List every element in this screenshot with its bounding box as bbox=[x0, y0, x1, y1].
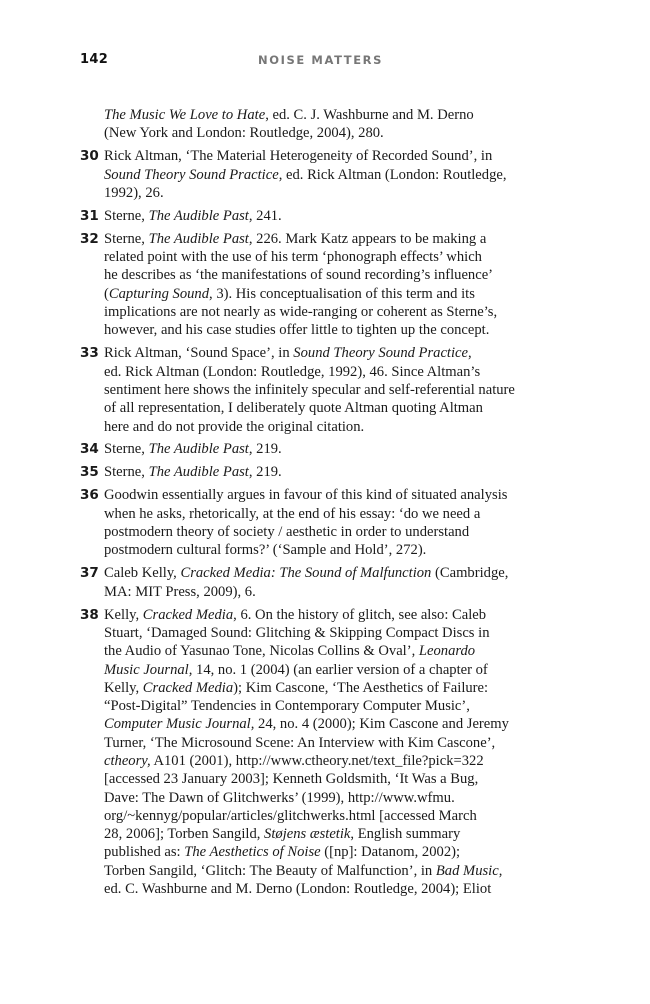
note-text: however, and his case studies offer little to tighten up the concept. bbox=[104, 322, 490, 339]
italic-title-text: Cracked Media bbox=[142, 606, 234, 623]
endnote-line bbox=[104, 642, 558, 660]
note-text: ); Kim Cascone, ‘The Aesthetics of Failure: bbox=[233, 679, 489, 696]
note-text: ([np]: Datanom, 2002); bbox=[320, 844, 461, 861]
italic-title-text: Bad Music bbox=[435, 862, 499, 879]
note-text: , ed. Rick Altman (London: Routledge, bbox=[278, 166, 507, 183]
note-text: Kelly, bbox=[104, 606, 143, 623]
italic-title-text: Leonardo bbox=[418, 643, 476, 660]
note-text: 1992), 26. bbox=[104, 184, 164, 201]
italic-title-text: The Music We Love to Hate bbox=[104, 107, 266, 123]
note-text: (New York and London: Routledge, 2004), 280. bbox=[104, 125, 384, 142]
note-text: , 219. bbox=[248, 441, 282, 458]
note-text: of all representation, I deliberately quote Altman quoting Altman bbox=[104, 400, 483, 417]
endnote bbox=[80, 606, 558, 899]
note-text: ed. C. Washburne and M. Derno (London: Routledge, 2004); Eliot bbox=[104, 881, 492, 898]
endnotes-list bbox=[80, 106, 558, 903]
italic-title-text: The Audible Past bbox=[148, 441, 249, 458]
endnote-line bbox=[104, 541, 558, 559]
note-text: sentiment here shows the infinitely specular and self-referential nature bbox=[104, 381, 515, 398]
italic-title-text: The Audible Past bbox=[148, 464, 249, 481]
endnote-line bbox=[104, 381, 558, 399]
endnote-line bbox=[104, 661, 558, 679]
italic-title-text: Cracked Media: The Sound of Malfunction bbox=[180, 565, 432, 582]
endnote-line bbox=[104, 862, 558, 880]
endnote-number: 33 bbox=[80, 345, 99, 362]
endnote bbox=[80, 463, 558, 481]
italic-title-text: The Aesthetics of Noise bbox=[184, 844, 321, 861]
endnote-line bbox=[104, 266, 558, 284]
note-text: (Cambridge, bbox=[431, 565, 509, 582]
note-text: Sterne, bbox=[104, 230, 149, 247]
endnote-line bbox=[104, 880, 558, 898]
italic-title-text: Sound Theory Sound Practice bbox=[293, 345, 468, 362]
endnote-line bbox=[104, 523, 558, 541]
note-text: Sterne, bbox=[104, 207, 149, 224]
endnote-line bbox=[104, 564, 558, 582]
endnote-number: 31 bbox=[80, 207, 99, 224]
note-text: , 226. Mark Katz appears to be making a bbox=[248, 230, 487, 247]
endnote-line bbox=[104, 734, 558, 752]
endnote-number: 32 bbox=[80, 230, 99, 247]
note-text: Rick Altman, ‘Sound Space’, in bbox=[104, 345, 294, 362]
italic-title-text: ctheory, bbox=[104, 752, 151, 769]
endnote-number: 38 bbox=[80, 606, 99, 623]
note-text: , 3). His conceptualisation of this term and its bbox=[209, 285, 475, 302]
endnote-line bbox=[104, 606, 558, 624]
endnote-line bbox=[104, 285, 558, 303]
endnote bbox=[80, 106, 558, 143]
running-head: NOISE MATTERS bbox=[258, 53, 384, 67]
note-text: [accessed 23 January 2003]; Kenneth Goldsmith, ‘It Was a Bug, bbox=[104, 771, 479, 788]
note-text: , ed. C. J. Washburne and M. Derno bbox=[265, 107, 474, 123]
endnote bbox=[80, 147, 558, 202]
note-text: , 219. bbox=[248, 464, 282, 481]
note-text: he describes as ‘the manifestations of sound recording’s influence’ bbox=[104, 267, 494, 284]
endnote-line bbox=[104, 486, 558, 504]
italic-title-text: Music Journal, bbox=[104, 661, 193, 678]
note-text: Sterne, bbox=[104, 464, 149, 481]
endnote-line bbox=[104, 825, 558, 843]
note-text: MA: MIT Press, 2009), 6. bbox=[104, 583, 256, 600]
endnote bbox=[80, 344, 558, 435]
endnote-line bbox=[104, 789, 558, 807]
note-text: , English summary bbox=[350, 826, 461, 843]
endnote-number: 34 bbox=[80, 441, 99, 458]
note-text: published as: bbox=[104, 844, 185, 861]
endnote-line bbox=[104, 230, 558, 248]
note-text: implications are not nearly as wide-ranging or coherent as Sterne’s, bbox=[104, 304, 498, 321]
endnote-line bbox=[104, 166, 558, 184]
endnote bbox=[80, 486, 558, 559]
note-text: Rick Altman, ‘The Material Heterogeneity of Recorded Sound’, in bbox=[104, 148, 493, 165]
note-text: ed. Rick Altman (London: Routledge, 1992), 46. Since Altman’s bbox=[104, 363, 481, 380]
note-text: Kelly, bbox=[104, 679, 143, 696]
endnote-number: 36 bbox=[80, 487, 99, 504]
note-text: Torben Sangild, ‘Glitch: The Beauty of Malfunction’, in bbox=[104, 862, 436, 879]
endnote-line bbox=[104, 440, 558, 458]
endnote-line bbox=[104, 399, 558, 417]
note-text: 14, no. 1 (2004) (an earlier version of a chapter of bbox=[192, 661, 488, 678]
endnote-line bbox=[104, 624, 558, 642]
note-text: “Post-Digital” Tendencies in Contemporary Computer Music’, bbox=[104, 698, 470, 715]
note-text: Dave: The Dawn of Glitchwerks’ (1999), http://www.wfmu. bbox=[104, 789, 455, 806]
endnote-line bbox=[104, 418, 558, 436]
endnote-line bbox=[104, 363, 558, 381]
note-text: here and do not provide the original citation. bbox=[104, 418, 365, 435]
note-text: 28, 2006]; Torben Sangild, bbox=[104, 826, 265, 843]
note-text: , bbox=[498, 862, 503, 879]
italic-title-text: Støjens æstetik bbox=[264, 826, 351, 843]
note-text: Goodwin essentially argues in favour of this kind of situated analysis bbox=[104, 487, 508, 504]
endnote-line bbox=[104, 321, 558, 339]
note-text: related point with the use of his term ‘phonograph effects’ which bbox=[104, 249, 482, 266]
note-text: , 241. bbox=[248, 207, 282, 224]
endnote bbox=[80, 440, 558, 458]
italic-title-text: Computer Music Journal, bbox=[104, 716, 255, 733]
endnote bbox=[80, 230, 558, 340]
endnote-number: 30 bbox=[80, 148, 99, 165]
note-text: , 6. On the history of glitch, see also: Caleb bbox=[233, 606, 487, 623]
note-text: , bbox=[468, 345, 472, 362]
endnote-line bbox=[104, 124, 558, 142]
endnote-line bbox=[104, 752, 558, 770]
italic-title-text: Cracked Media bbox=[142, 679, 234, 696]
endnote-line bbox=[104, 207, 558, 225]
italic-title-text: Capturing Sound bbox=[108, 285, 210, 302]
italic-title-text: The Audible Past bbox=[148, 230, 249, 247]
note-text: Stuart, ‘Damaged Sound: Glitching & Skipping Compact Discs in bbox=[104, 624, 490, 641]
endnote-line bbox=[104, 463, 558, 481]
endnote bbox=[80, 564, 558, 601]
note-text: A101 (2001), http://www.ctheory.net/text_file?pick=322 bbox=[150, 752, 484, 769]
endnote-line bbox=[104, 106, 558, 124]
note-text: Turner, ‘The Microsound Scene: An Interview with Kim Cascone’, bbox=[104, 734, 496, 751]
note-text: Caleb Kelly, bbox=[104, 565, 181, 582]
note-text: 24, no. 4 (2000); Kim Cascone and Jeremy bbox=[254, 716, 509, 733]
endnote-line bbox=[104, 770, 558, 788]
endnote-line bbox=[104, 303, 558, 321]
note-text: ( bbox=[104, 285, 109, 302]
endnote-line bbox=[104, 697, 558, 715]
endnote bbox=[80, 207, 558, 225]
endnote-number: 37 bbox=[80, 565, 99, 582]
endnote-line bbox=[104, 147, 558, 165]
italic-title-text: Sound Theory Sound Practice bbox=[104, 166, 279, 183]
endnote-line bbox=[104, 807, 558, 825]
note-text: when he asks, rhetorically, at the end of his essay: ‘do we need a bbox=[104, 505, 481, 522]
endnote-line bbox=[104, 679, 558, 697]
endnote-line bbox=[104, 583, 558, 601]
note-text: the Audio of Yasunao Tone, Nicolas Collins & Oval’, bbox=[104, 643, 419, 660]
endnote-line bbox=[104, 344, 558, 362]
endnote-line bbox=[104, 843, 558, 861]
note-text: postmodern theory of society / aesthetic in order to understand bbox=[104, 524, 470, 541]
endnote-line bbox=[104, 248, 558, 266]
note-text: org/~kennyg/popular/articles/glitchwerks.html [accessed March bbox=[104, 807, 477, 824]
note-text: Sterne, bbox=[104, 441, 149, 458]
endnote-line bbox=[104, 184, 558, 202]
endnote-line bbox=[104, 715, 558, 733]
italic-title-text: The Audible Past bbox=[148, 207, 249, 224]
note-text: postmodern cultural forms?’ (‘Sample and Hold’, 272). bbox=[104, 542, 427, 559]
page-header bbox=[80, 52, 550, 72]
page-number: 142 bbox=[80, 52, 109, 67]
endnote-number: 35 bbox=[80, 464, 99, 481]
endnote-line bbox=[104, 505, 558, 523]
